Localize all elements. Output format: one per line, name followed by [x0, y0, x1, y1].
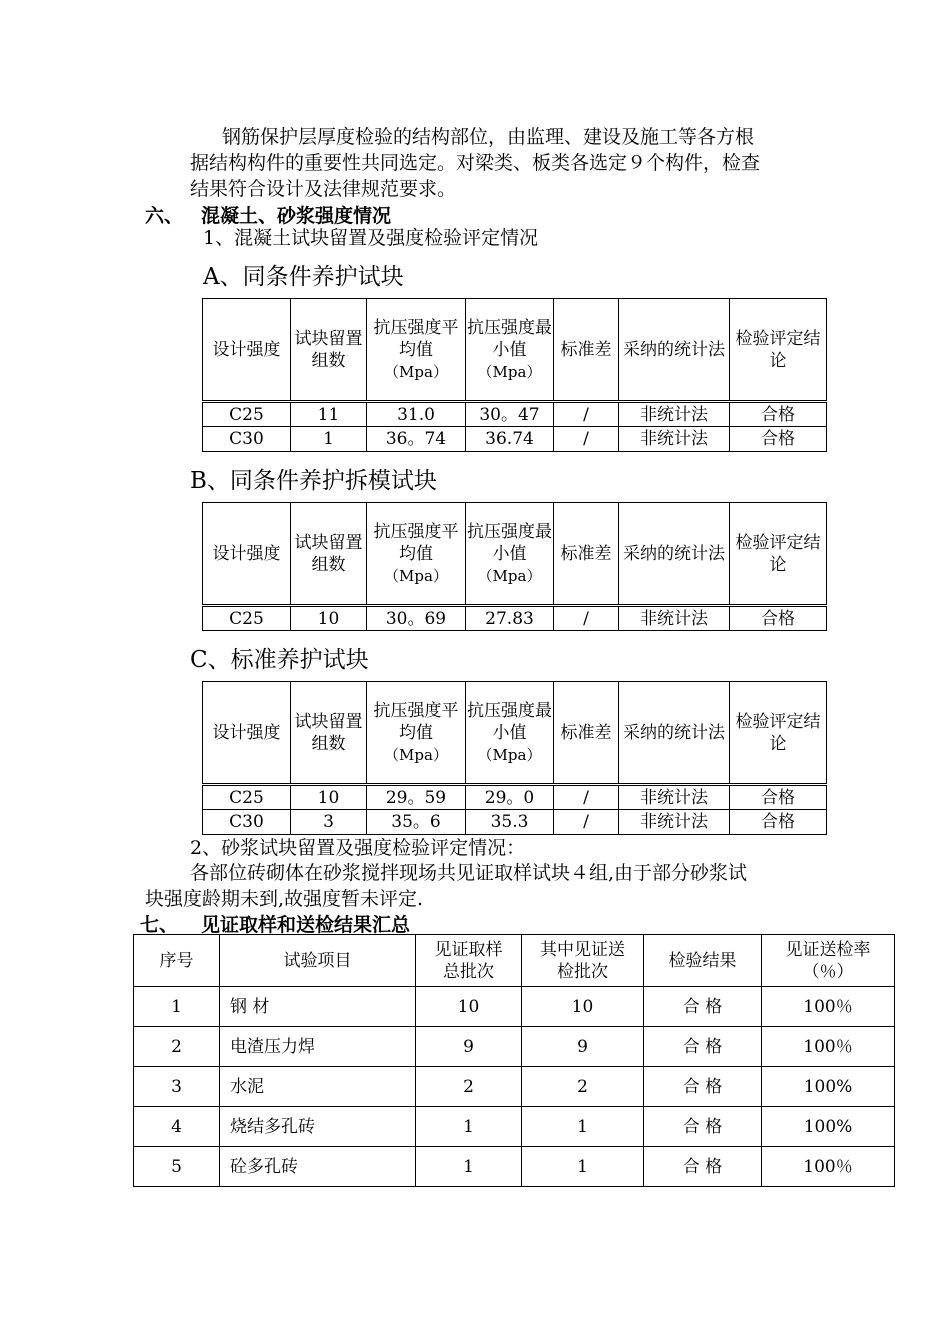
header-design-strength: 设计强度: [203, 503, 291, 606]
mortar-subheading: 2、砂浆试块留置及强度检验评定情况：: [190, 837, 526, 859]
header-stat-method: 采纳的统计法: [619, 682, 730, 785]
header-test-item: 试验项目: [220, 935, 416, 987]
section6-number: 六、: [145, 205, 184, 227]
table-c: [202, 681, 827, 835]
header-min-strength: 抗压强度最小值 （Mpa）: [466, 682, 554, 785]
header-sample-groups: 试块留置组数: [291, 299, 367, 402]
table-row: C25 10 30。69 27.83 / 非统计法 合格: [203, 606, 827, 631]
witness-sampling-table: [133, 934, 895, 1187]
unit-label: （Mpa）: [384, 745, 448, 764]
table-b-title: B、同条件养护拆模试块: [190, 468, 437, 494]
table-b: [202, 502, 827, 631]
header-avg-strength: 抗压强度平均值 （Mpa）: [367, 299, 466, 402]
section7-title: 见证取样和送检结果汇总: [201, 914, 411, 936]
header-rate: 见证送检率（％）: [762, 935, 895, 987]
intro-line-3: 结果符合设计及法律规范要求。: [190, 178, 457, 200]
header-design-strength: 设计强度: [203, 299, 291, 402]
table-row: 2 电渣压力焊 9 9 合 格 100％: [134, 1027, 895, 1067]
concrete-subheading: 1、混凝土试块留置及强度检验评定情况: [203, 227, 539, 249]
header-conclusion: 检验评定结论: [730, 682, 827, 785]
table-a: [202, 298, 827, 452]
mortar-line-2: 块强度龄期未到,故强度暂未评定.: [145, 888, 424, 910]
mortar-line-1: 各部位砖砌体在砂浆搅拌现场共见证取样试块４组,由于部分砂浆试: [190, 862, 748, 884]
header-std-dev: 标准差: [554, 299, 619, 402]
table-row: 3 水泥 2 2 合 格 100%: [134, 1067, 895, 1107]
table-row: 1 钢 材 10 10 合 格 100％: [134, 987, 895, 1027]
header-sample-groups: 试块留置组数: [291, 503, 367, 606]
unit-label: （Mpa）: [477, 362, 542, 381]
unit-label: （Mpa）: [384, 566, 448, 585]
header-min-strength: 抗压强度最小值 （Mpa）: [466, 503, 554, 606]
header-design-strength: 设计强度: [203, 682, 291, 785]
intro-line-2: 据结构构件的重要性共同选定。对梁类、板类各选定９个构件，检查: [190, 152, 761, 174]
unit-label: （Mpa）: [477, 566, 542, 585]
header-sample-groups: 试块留置组数: [291, 682, 367, 785]
header-avg-strength: 抗压强度平均值 （Mpa）: [367, 503, 466, 606]
table-row: C25 10 29。59 29。0 / 非统计法 合格: [203, 785, 827, 810]
header-stat-method: 采纳的统计法: [619, 503, 730, 606]
header-conclusion: 检验评定结论: [730, 299, 827, 402]
header-stat-method: 采纳的统计法: [619, 299, 730, 402]
header-index: 序号: [134, 935, 220, 987]
table-c-title: C、标准养护试块: [190, 647, 369, 673]
header-result: 检验结果: [644, 935, 762, 987]
unit-label: （Mpa）: [384, 362, 448, 381]
table-header-row: [134, 935, 895, 987]
table-row: C25 11 31.0 30。47 / 非统计法 合格: [203, 402, 827, 427]
header-total-batches: 见证取样总批次: [416, 935, 522, 987]
intro-line-1: 钢筋保护层厚度检验的结构部位，由监理、建设及施工等各方根: [222, 126, 755, 148]
header-sent-batches: 其中见证送检批次: [522, 935, 644, 987]
table-row: C30 1 36。74 36.74 / 非统计法 合格: [203, 427, 827, 452]
unit-label: （Mpa）: [477, 745, 542, 764]
table-a-title: A、同条件养护试块: [203, 264, 404, 290]
section6-title: 混凝土、砂浆强度情况: [201, 205, 392, 227]
header-std-dev: 标准差: [554, 682, 619, 785]
table-row: C30 3 35。6 35.3 / 非统计法 合格: [203, 810, 827, 835]
header-std-dev: 标准差: [554, 503, 619, 606]
table-row: 5 砼多孔砖 1 1 合 格 100％: [134, 1147, 895, 1187]
header-avg-strength: 抗压强度平均值 （Mpa）: [367, 682, 466, 785]
section7-number: 七、: [140, 914, 179, 936]
table-row: 4 烧结多孔砖 1 1 合 格 100%: [134, 1107, 895, 1147]
header-min-strength: 抗压强度最小值 （Mpa）: [466, 299, 554, 402]
header-conclusion: 检验评定结论: [730, 503, 827, 606]
